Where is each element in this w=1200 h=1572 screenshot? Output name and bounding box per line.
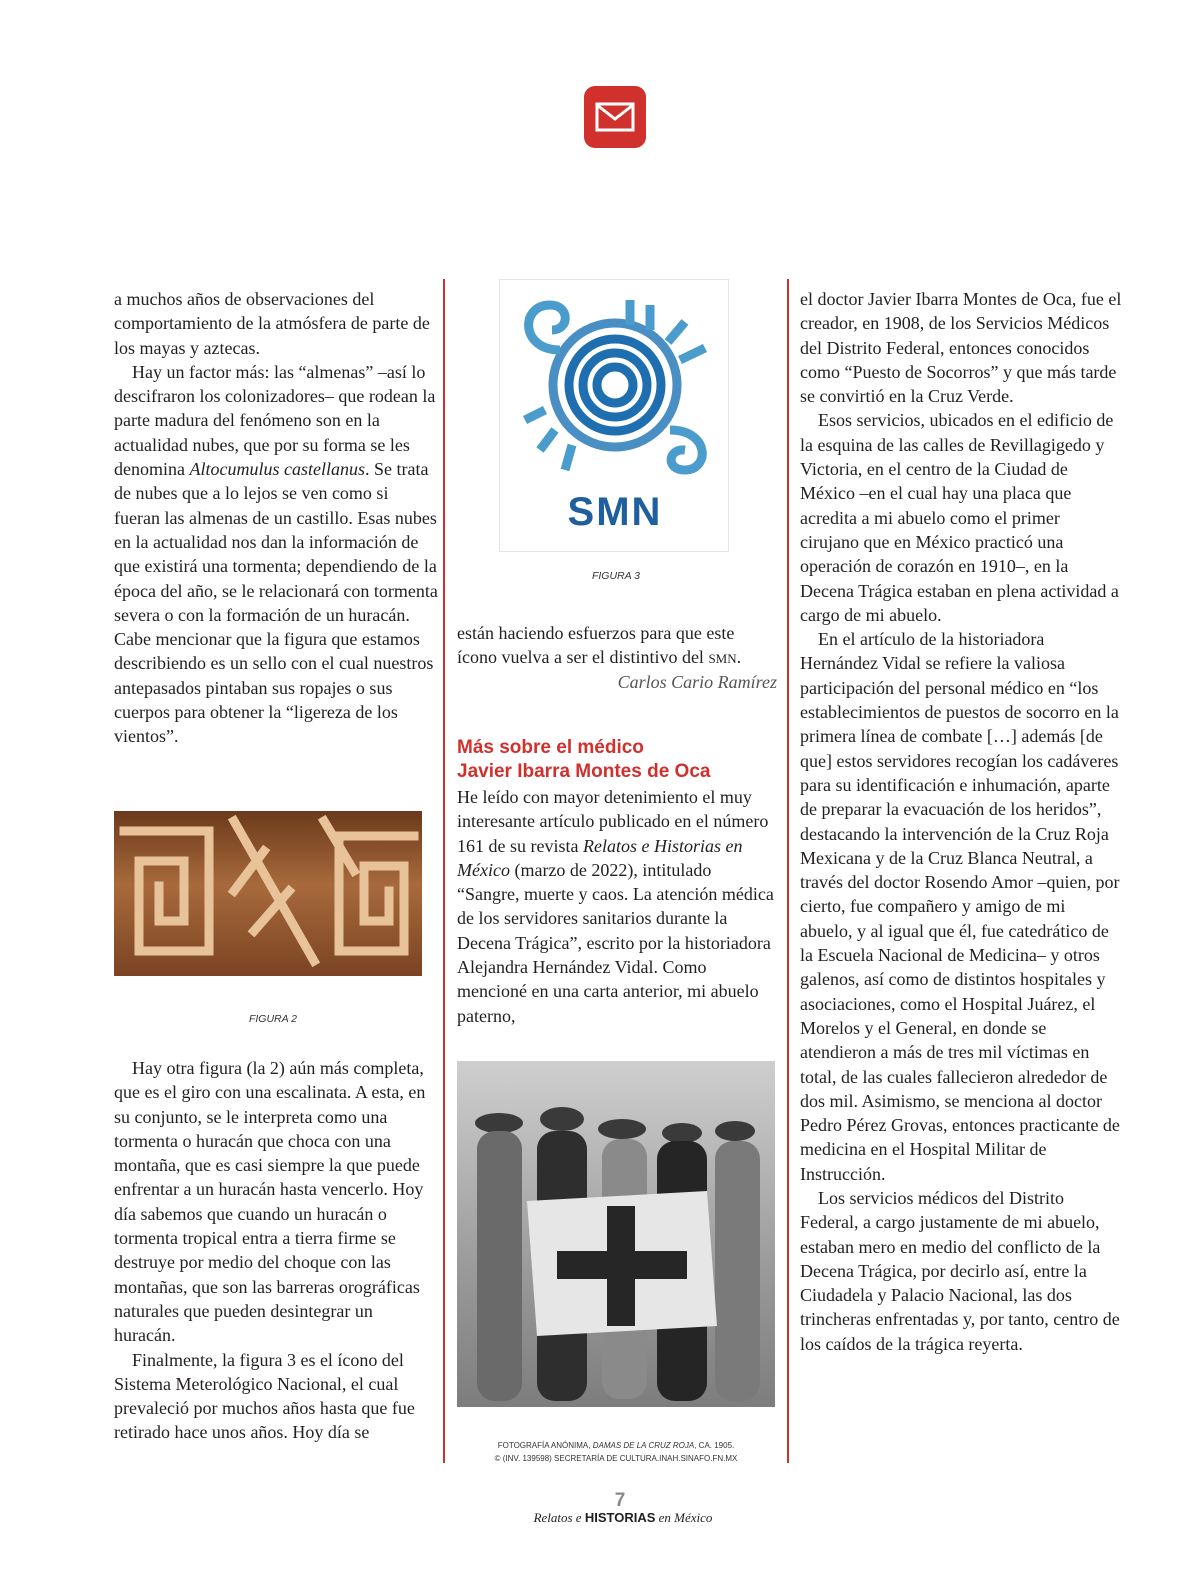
figure-2-image: [114, 811, 422, 976]
section-heading: [457, 736, 777, 784]
page-number: 7: [614, 1490, 626, 1511]
text: Hay un factor más: las “almenas” –así lo descifraron los colonizadores– que rodean la parte madura del fenómeno son en la actualidad nubes, que por su forma se les denomina: [114, 361, 436, 480]
text: HISTORIAS: [584, 1510, 656, 1525]
smn-logo-figure: [499, 279, 729, 552]
column-1-top: [114, 287, 438, 749]
paragraph: [114, 360, 438, 749]
text: están haciendo esfuerzos para que este ícono vuelva a ser el distintivo del: [457, 623, 735, 668]
photo-title: DAMAS DE LA CRUZ ROJA: [592, 1441, 695, 1450]
paragraph: el doctor Javier Ibarra Montes de Oca, fue el creador, en 1908, de los Servicios Médicos del Distrito Federal, entonces conocidos como “Puesto de Socorros” y que más tarde se convirtió en la Cruz Verde.: [800, 289, 1122, 407]
acronym: smn: [708, 647, 737, 668]
heading-line: Más sobre el médico: [457, 737, 644, 758]
column-divider: [443, 279, 445, 1463]
scientific-name: Altocumulus castellanus: [189, 459, 365, 480]
paragraph: [457, 621, 777, 670]
text: . Se trata de nubes que a lo lejos se ven como si fueran las almenas de un castillo. Esas nubes en la actualidad nos dan la información de que existirá una tormenta; dependiendo de la época del año, se le relacionará con tormenta severa o con la formación de un huracán. Cabe mencionar que la figura que estamos describiendo es un sello con el cual nuestros antepasados pintaban sus ropajes o sus cuerpos para obtener la “ligereza de los vientos”.: [114, 459, 438, 747]
magazine-name: [0, 1510, 1200, 1526]
text: , CA. 1905.: [694, 1441, 735, 1450]
signature: Carlos Cario Ramírez: [617, 671, 777, 692]
column-2-body: [457, 785, 777, 1028]
text: .: [736, 647, 742, 668]
magazine-title: Relatos e Historias en México: [457, 835, 743, 880]
heading-line: Javier Ibarra Montes de Oca: [457, 761, 711, 782]
text: Relatos e: [533, 1510, 585, 1525]
paragraph: Los servicios médicos del Distrito Federal, a cargo justamente de mi abuelo, estaban mero en medio del conflicto de la Decena Trágica, por decirlo así, entre la Ciudadela y Palacio Nacional, las dos trincheras enfrentadas y, por tanto, centro de los caídos de la trágica reyerta.: [800, 1187, 1120, 1354]
credit-line: [457, 1439, 775, 1452]
paragraph: Hay otra figura (la 2) aún más completa, que es el giro con una escalinata. A esta, en su conjunto, se le interpreta como una tormenta o huracán que choca con una montaña, que es casi siempre la que puede enfrentar a un huracán hasta vencerlo. Hoy día sabemos que cuando un huracán o tormenta tropical entra a tierra firme se destruye por medio del choque con las montañas, que son las barreras orográficas naturales que pueden desintegrar un huracán.: [114, 1058, 426, 1346]
figure-3-caption: FIGURA 3: [591, 570, 641, 582]
figure-2-caption: FIGURA 2: [248, 1013, 298, 1025]
svg-text:SMN: SMN: [567, 490, 663, 534]
paragraph: Finalmente, la figura 3 es el ícono del Sistema Meterológico Nacional, el cual prevaleció por muchos años hasta que fue retirado hace unos años. Hoy día se: [114, 1349, 415, 1443]
paragraph: Esos servicios, ubicados en el edificio de la esquina de las calles de Revillagigedo y Victoria, en el centro de la Ciudad de México –en el cual hay una placa que acredita a mi abuelo como el primer cirujano que en México practicó una operación de corazón en 1910–, en la Decena Trágica estaban en plena actividad a cargo de mi abuelo.: [800, 410, 1119, 625]
smn-logo: [500, 280, 730, 553]
photo-credit: [457, 1439, 775, 1465]
text: (marzo de 2022), intitulado “Sangre, muerte y caos. La atención médica de los servidores sanitarios durante la Decena Trágica”, escrito por la historiadora Alejandra Hernández Vidal. Como mencioné en una carta anterior, mi abuelo paterno,: [457, 859, 774, 1026]
column-2-top: [457, 621, 777, 694]
column-1-bottom: [114, 1056, 438, 1445]
text: He leído con mayor detenimiento el muy interesante artículo publicado en el número 161 de su revista: [457, 787, 769, 856]
paragraph: [457, 785, 777, 1028]
paragraph: En el artículo de la historiadora Hernández Vidal se refiere la valiosa participación del personal médico en “los establecimientos de puestos de socorro en la primera línea de combate […] además [de que] estos servidores recogían los cadáveres para su identificación e inhumación, aparte de preparar la evacuación de los heridos”, destacando la intervención de la Cruz Roja Mexicana y de la Cruz Blanca Neutral, a través del doctor Rosendo Amor –quien, por cierto, fue compañero y amigo de mi abuelo, y al igual que él, fue catedrático de la Escuela Nacional de Medicina– y otros galenos, así como de distintos hospitales y asociaciones, como el Hospital Juárez, el Morelos y el General, en donde se atendieron a más de tres mil víctimas en total, de las cuales fallecieron alrededor de dos mil. Asimismo, se menciona al doctor Pedro Pérez Grovas, entonces practicante de medicina en el Hospital Militar de Instrucción.: [800, 629, 1120, 1184]
credit-line: © (INV. 139598) SECRETARÍA DE CULTURA.INAH.SINAFO.FN.MX: [494, 1454, 738, 1463]
text: FOTOGRAFÍA ANÓNIMA,: [497, 1441, 593, 1450]
column-3: [800, 287, 1122, 1356]
column-divider: [787, 279, 789, 1463]
text: en México: [655, 1510, 713, 1525]
envelope-icon[interactable]: [584, 86, 646, 148]
red-cross-ladies-photo: [457, 1061, 775, 1407]
paragraph: a muchos años de observaciones del comportamiento de la atmósfera de parte de los mayas y aztecas.: [114, 289, 430, 358]
